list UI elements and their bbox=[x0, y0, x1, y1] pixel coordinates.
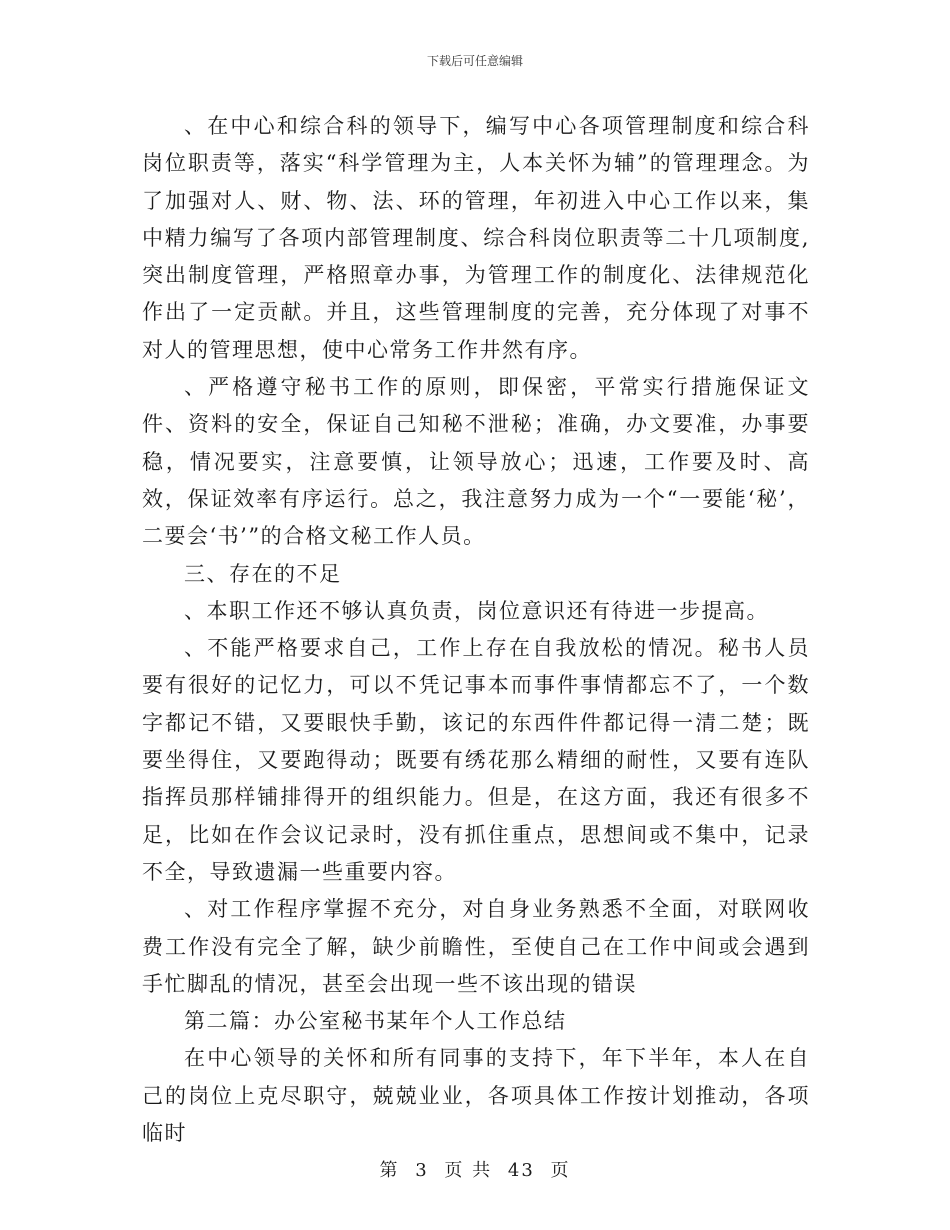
paragraph-shortcoming-3: 、对工作程序掌握不充分，对自身业务熟悉不全面，对联网收费工作没有完全了解，缺少前瞻性，至使自己在工作中间或会遇到手忙脚乱的情况，甚至会出现一些不该出现的错误 bbox=[142, 897, 810, 996]
header-note: 下载后可任意编辑 bbox=[426, 54, 523, 68]
page-footer bbox=[0, 1156, 950, 1182]
document-body bbox=[142, 108, 810, 1152]
paragraph-shortcoming-1: 、本职工作还不够认真负责，岗位意识还有待进一步提高。 bbox=[184, 598, 769, 623]
paragraph-management-system: 、在中心和综合科的领导下，编写中心各项管理制度和综合科岗位职责等，落实“科学管理为主，人本关怀为辅”的管理理念。为了加强对人、财、物、法、环的管理，年初进入中心工作以来，集中精力编写了各项内部管理制度、综合科岗位职责等二十几项制度,突出制度管理，严格照章办事，为管理工作的制度化、法律规范化作出了一定贡献。并且，这些管理制度的完善，充分体现了对事不对人的管理思想，使中心常务工作井然有序。 bbox=[142, 114, 810, 362]
paragraph-secretary-principles: 、严格遵守秘书工作的原则，即保密，平常实行措施保证文件、资料的安全，保证自己知秘不泄秘；准确，办文要准，办事要稳，情况要实，注意要慎，让领导放心；迅速，工作要及时、高效，保证效率有序运行。总之，我注意努力成为一个“一要能‘秘’，二要会‘书’”的合格文秘工作人员。 bbox=[142, 375, 810, 549]
total-pages-number: 43 bbox=[507, 1160, 535, 1181]
footer-middle: 页 共 bbox=[444, 1160, 493, 1181]
section-heading-shortcomings: 三、存在的不足 bbox=[184, 561, 342, 586]
current-page-number: 3 bbox=[415, 1160, 429, 1181]
chapter-heading-second: 第二篇：办公室秘书某年个人工作总结 bbox=[184, 1009, 567, 1034]
paragraph-shortcoming-2: 、不能严格要求自己，工作上存在自我放松的情况。秘书人员要有很好的记忆力，可以不凭记事本而事件事情都忘不了，一个数字都记不错，又要眼快手勤，该记的东西件件都记得一清二楚；既要坐得住，又要跑得动；既要有绣花那么精细的耐性，又要有连队指挥员那样铺排得开的组织能力。但是，在这方面，我还有很多不足，比如在作会议记录时，没有抓住重点，思想间或不集中，记录不全，导致遗漏一些重要内容。 bbox=[142, 636, 810, 884]
paragraph-second-intro: 在中心领导的关怀和所有同事的支持下，年下半年，本人在自己的岗位上克尽职守，兢兢业业，各项具体工作按计划推动，各项临时 bbox=[142, 1046, 810, 1146]
footer-prefix: 第 bbox=[379, 1160, 400, 1181]
footer-suffix: 页 bbox=[550, 1160, 571, 1181]
